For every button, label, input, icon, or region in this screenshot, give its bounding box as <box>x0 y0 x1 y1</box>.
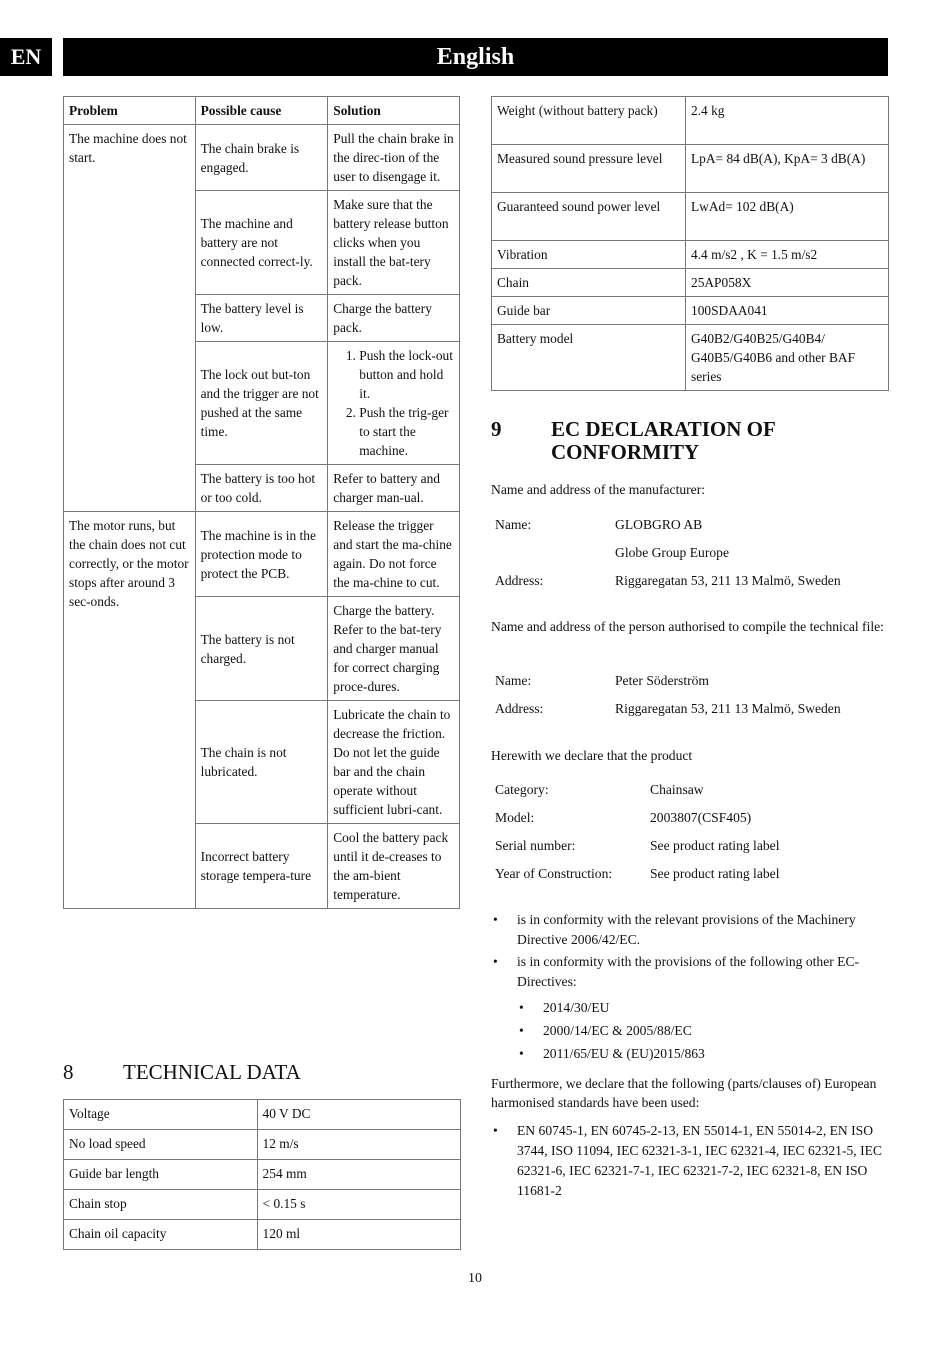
spec-value: 120 ml <box>257 1220 460 1250</box>
spec-value: 254 mm <box>257 1160 460 1190</box>
year-value: See product rating label <box>650 866 780 881</box>
solution-cell: Lubricate the chain to decrease the friction. Do not let the guide bar and the chain operate without sufficient lubri-cant. <box>328 701 460 824</box>
person-address: Riggaregatan 53, 211 13 Malmö, Sweden <box>615 701 841 716</box>
directives-list <box>517 998 886 1064</box>
table-row <box>492 269 889 297</box>
table-row <box>492 193 889 241</box>
manufacturer-address: Riggaregatan 53, 211 13 Malmö, Sweden <box>615 573 841 588</box>
list-item: 2. Push the trig-ger to start the machine. <box>359 403 454 460</box>
problem-cell: The motor runs, but the chain does not cut correctly, or the motor stops after around 3 sec-onds. <box>64 512 196 909</box>
solution-cell: Refer to battery and charger man-ual. <box>328 465 460 512</box>
technical-data-table <box>63 1099 461 1250</box>
cause-cell: The chain is not lubricated. <box>195 701 328 824</box>
spec-label: Weight (without battery pack) <box>492 97 686 145</box>
spec-value: 4.4 m/s2 , K = 1.5 m/s2 <box>686 241 889 269</box>
section-number: 8 <box>63 1060 74 1084</box>
solution-steps-list <box>333 346 454 460</box>
list-item: • EN 60745-1, EN 60745-2-13, EN 55014-1, EN 55014-2, EN ISO 3744, ISO 11094, IEC 62321-3-1, IEC 62321-4, IEC 62321-5, IEC 62321-6, IEC 62321-7-1, IEC 62321-7-2, IEC 62321-8, EN ISO 11681-2 <box>491 1121 886 1201</box>
language-title-bar: English <box>63 38 888 76</box>
table-row <box>492 241 889 269</box>
page-number: 10 <box>468 1271 482 1286</box>
spec-label: Voltage <box>64 1100 258 1130</box>
spec-value: G40B2/G40B25/G40B4/ G40B5/G40B6 and other BAF series <box>686 325 889 391</box>
spec-value: 12 m/s <box>257 1130 460 1160</box>
cause-cell: The lock out but-ton and the trigger are not pushed at the same time. <box>195 342 328 465</box>
list-item: 1. Push the lock-out button and hold it. <box>359 346 454 403</box>
table-row <box>492 97 889 145</box>
name-label: Name: <box>495 673 532 688</box>
conformity-text: is in conformity with the provisions of the following other EC-Directives: <box>517 954 860 989</box>
spec-value: LpA= 84 dB(A), KpA= 3 dB(A) <box>686 145 889 193</box>
problem-cell: The machine does not start. <box>64 125 196 512</box>
table-row <box>64 1100 461 1130</box>
section-title: EC DECLARATION OF CONFORMITY <box>551 417 776 464</box>
cause-cell: The machine and battery are not connected correct-ly. <box>195 191 328 295</box>
solution-cell: Release the trigger and start the ma-chine again. Do not force the ma-chine to cut. <box>328 512 460 597</box>
solution-cell: Charge the battery. Refer to the bat-tery and charger manual for correct charging proce-dures. <box>328 597 460 701</box>
name-label: Name: <box>495 517 532 532</box>
manufacturer-details <box>495 515 841 590</box>
spec-label: No load speed <box>64 1130 258 1160</box>
section-9-heading <box>491 418 811 464</box>
year-label: Year of Construction: <box>495 866 613 881</box>
table-row <box>64 512 460 597</box>
spec-value: 2.4 kg <box>686 97 889 145</box>
table-header-row <box>64 97 460 125</box>
table-row <box>64 1190 461 1220</box>
spec-label: Chain stop <box>64 1190 258 1220</box>
spec-value: 100SDAA041 <box>686 297 889 325</box>
product-intro: Herewith we declare that the product <box>491 748 693 763</box>
section-8-heading <box>63 1060 301 1085</box>
model-value: 2003807(CSF405) <box>650 810 752 825</box>
table-row <box>64 125 460 191</box>
list-item: • 2014/30/EU <box>517 998 886 1018</box>
category-value: Chainsaw <box>650 782 704 797</box>
list-item <box>491 952 886 1064</box>
serial-label: Serial number: <box>495 838 576 853</box>
solution-cell <box>328 342 460 465</box>
model-label: Model: <box>495 810 535 825</box>
solution-cell: Make sure that the battery release button clicks when you install the bat-tery pack. <box>328 191 460 295</box>
column-header-problem: Problem <box>64 97 196 125</box>
solution-cell: Charge the battery pack. <box>328 295 460 342</box>
spec-label: Measured sound pressure level <box>492 145 686 193</box>
address-label: Address: <box>495 573 544 588</box>
cause-cell: The battery is too hot or too cold. <box>195 465 328 512</box>
spec-value: LwAd= 102 dB(A) <box>686 193 889 241</box>
language-code-badge: EN <box>0 38 52 76</box>
person-details <box>495 671 841 718</box>
manufacturer-name-secondary: Globe Group Europe <box>615 545 730 560</box>
cause-cell: Incorrect battery storage tempera-ture <box>195 824 328 909</box>
table-row <box>64 1160 461 1190</box>
column-header-solution: Solution <box>328 97 460 125</box>
conformity-list <box>491 910 886 1067</box>
solution-cell: Cool the battery pack until it de-creases to the am-bient temperature. <box>328 824 460 909</box>
list-item: • is in conformity with the relevant provisions of the Machinery Directive 2006/42/EC. <box>491 910 886 950</box>
troubleshooting-table <box>63 96 460 909</box>
list-item: • 2011/65/EU & (EU)2015/863 <box>517 1044 886 1064</box>
section-title: TECHNICAL DATA <box>123 1060 301 1084</box>
serial-value: See product rating label <box>650 838 780 853</box>
column-header-cause: Possible cause <box>195 97 328 125</box>
cause-cell: The battery level is low. <box>195 295 328 342</box>
spec-label: Vibration <box>492 241 686 269</box>
solution-cell: Pull the chain brake in the direc-tion of the user to disengage it. <box>328 125 460 191</box>
table-row <box>492 297 889 325</box>
cause-cell: The chain brake is engaged. <box>195 125 328 191</box>
spec-value: 40 V DC <box>257 1100 460 1130</box>
section-number: 9 <box>491 417 502 441</box>
table-row <box>64 1220 461 1250</box>
manufacturer-intro: Name and address of the manufacturer: <box>491 482 706 497</box>
product-details <box>495 780 779 883</box>
spec-label: Battery model <box>492 325 686 391</box>
table-row <box>492 325 889 391</box>
table-row <box>64 1130 461 1160</box>
spec-label: Guaranteed sound power level <box>492 193 686 241</box>
person-name: Peter Söderström <box>615 673 710 688</box>
standards-list <box>491 1121 886 1203</box>
table-row <box>492 145 889 193</box>
cause-cell: The machine is in the protection mode to protect the PCB. <box>195 512 328 597</box>
spec-label: Guide bar <box>492 297 686 325</box>
manufacturer-name: GLOBGRO AB <box>615 517 703 532</box>
spec-label: Chain oil capacity <box>64 1220 258 1250</box>
standards-intro: Furthermore, we declare that the following (parts/clauses of) European harmonised standards have been used: <box>491 1076 877 1110</box>
spec-label: Chain <box>492 269 686 297</box>
spec-value: < 0.15 s <box>257 1190 460 1220</box>
person-intro: Name and address of the person authorised to compile the technical file: <box>491 619 884 634</box>
spacer <box>495 543 615 562</box>
list-item: • 2000/14/EC & 2005/88/EC <box>517 1021 886 1041</box>
address-label: Address: <box>495 701 544 716</box>
spec-value: 25AP058X <box>686 269 889 297</box>
spec-label: Guide bar length <box>64 1160 258 1190</box>
specification-table <box>491 96 889 391</box>
cause-cell: The battery is not charged. <box>195 597 328 701</box>
category-label: Category: <box>495 782 549 797</box>
